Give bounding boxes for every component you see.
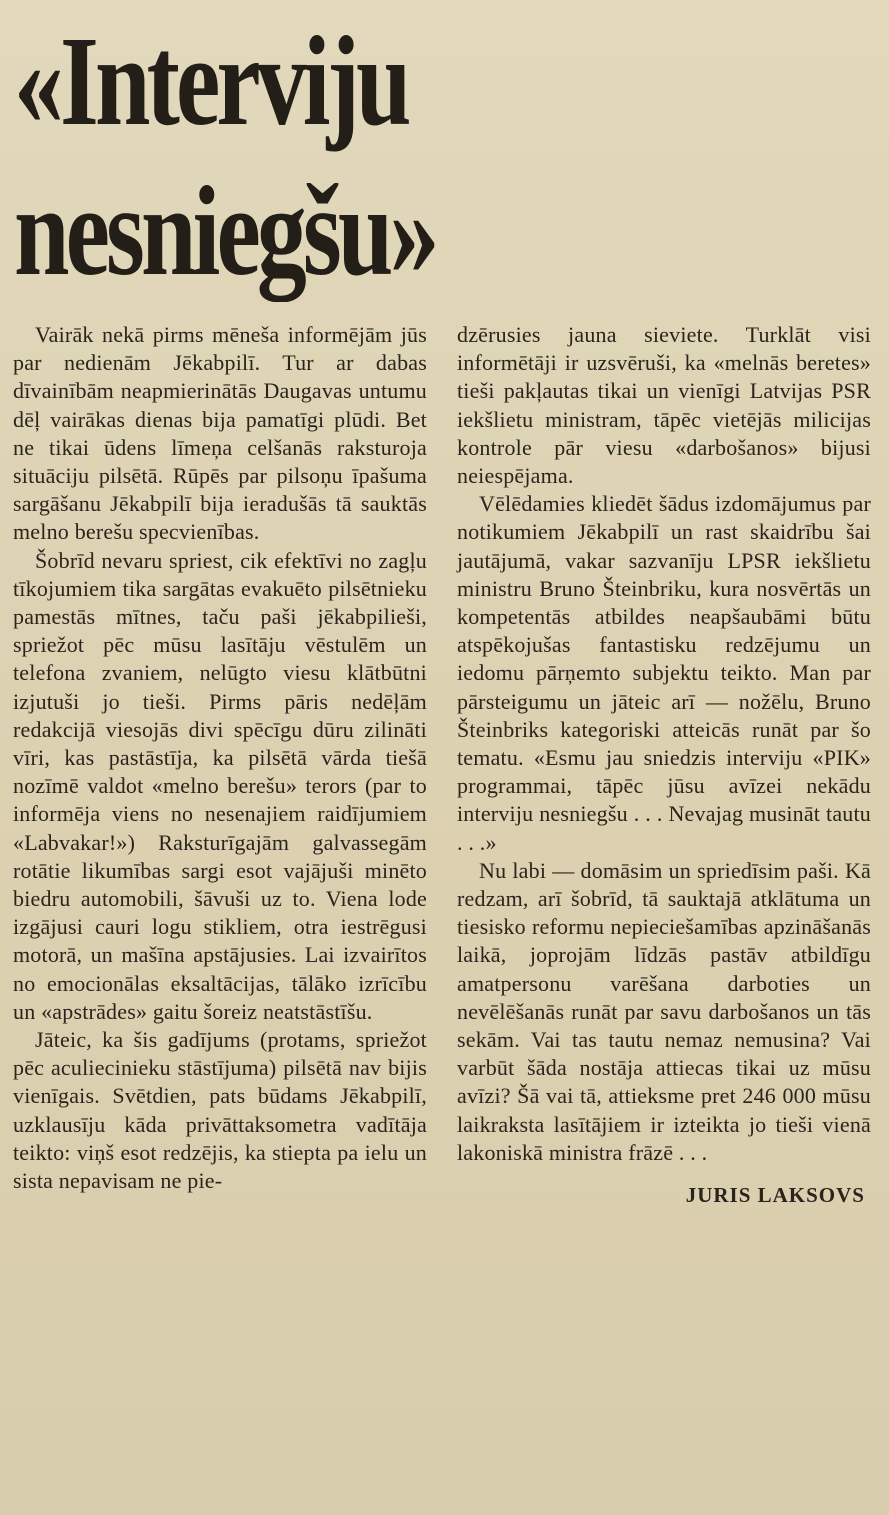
author-signature: JURIS LAKSOVS [685,1183,865,1208]
headline-line-2: nesniegšu» [14,160,436,302]
article-paragraph: Šobrīd nevaru spriest, cik efektīvi no zagļu tīkojumiem tika sargātas evakuēto pilsētnieku pamestās mītnes, taču paši jēkabpilieši, spriežot pēc mūsu lasītāju vēstulēm un telefona zvaniem, nelūgto viesu klātbūtni izjutuši jo tieši. Pirms pāris nedēļām redakcijā viesojās divi spēcīgu dūru zilināti vīri, kas pastāstīja, ka pilsētā vārda tiešā nozīmē valdot «melno berešu» terors (par to informēja viens no nesenajiem raidījumiem «Labvakar!») Raksturīgajām galvassegām rotātie likumības sargi esot vajājuši minēto biedru automobili, šāvuši uz to. Viena lode izgājusi cauri logu stikliem, otra iestrēgusi motorā, un mašīna apstājusies. Lai izvairītos no emocionālas eksaltācijas, tālāko izrīcību un «apstrādes» gaitu šoreiz neatstāstīšu. [13,547,427,1024]
headline-line-1: «Interviju [14,10,408,152]
article-column-left [13,321,427,1195]
article-headline [14,6,435,306]
article-paragraph: Vairāk nekā pirms mēneša informējām jūs par nedienām Jēkabpilī. Tur ar dabas dīvainībām neapmierinātās Daugavas untumu dēļ vairākas dienas bija pamatīgi plūdi. Bet ne tikai ūdens līmeņa celšanās raksturoja situāciju pilsētā. Rūpēs par pilsoņu īpašuma sargāšanu Jēkabpilī bija ieradušās tā sauktās melno berešu specvienības. [13,322,427,545]
article-paragraph-continued: dzērusies jauna sieviete. Turklāt visi informētāji ir uzsvēruši, ka «melnās beretes» tieši pakļautas tikai un vienīgi Latvijas PSR iekšlietu ministram, tāpēc vietējās milicijas kontrole pār viesu «darbošanos» bijusi neiespējama. [457,322,871,489]
article-paragraph: Nu labi — domāsim un spriedīsim paši. Kā redzam, arī šobrīd, tā sauktajā atklātuma un tiesisko reformu nepieciešamības apzināšanās laikā, joprojām līdzās pastāv atbildīgu amatpersonu varēšana darboties un nevēlēšanās runāt par savu darbošanos un tās sekām. Vai tas tautu nemaz nemusina? Vai varbūt šāda nostāja attiecas tikai uz mūsu avīzi? Šā vai tā, attieksme pret 246 000 mūsu laikraksta lasītājiem ir izteikta jo tieši vienā lakoniskā ministra frāzē . . . [457,857,871,1165]
article-paragraph: Jāteic, ka šis gadījums (protams, spriežot pēc aculiecinieku stāstījuma) pilsētā nav bijis vienīgais. Svētdien, pats būdams Jēkabpilī, uzklausīju kāda privāttaksometra vadītāja teikto: viņš esot redzējis, ka stiepta pa ielu un sista nepavisam ne pie- [13,1027,427,1194]
article-column-right [457,321,871,1209]
article-paragraph: Vēlēdamies kliedēt šādus izdomājumus par notikumiem Jēkabpilī un rast skaidrību šai jautājumā, vakar sazvanīju LPSR iekšlietu ministru Bruno Šteinbriku, kura nosvērtās un kompetentās atbildes neapšaubāmi būtu atspēkojušas fantastisku redzējumu un iedomu pārņemto subjektu teikto. Man par pārsteigumu un jāteic arī — nožēlu, Bruno Šteinbriks kategoriski atteicās runāt par šo tematu. «Esmu jau sniedzis interviju «PIK» programmai, tāpēc jūsu avīzei nekādu interviju nesniegšu . . . Nevajag musināt tautu . . .» [457,491,871,855]
